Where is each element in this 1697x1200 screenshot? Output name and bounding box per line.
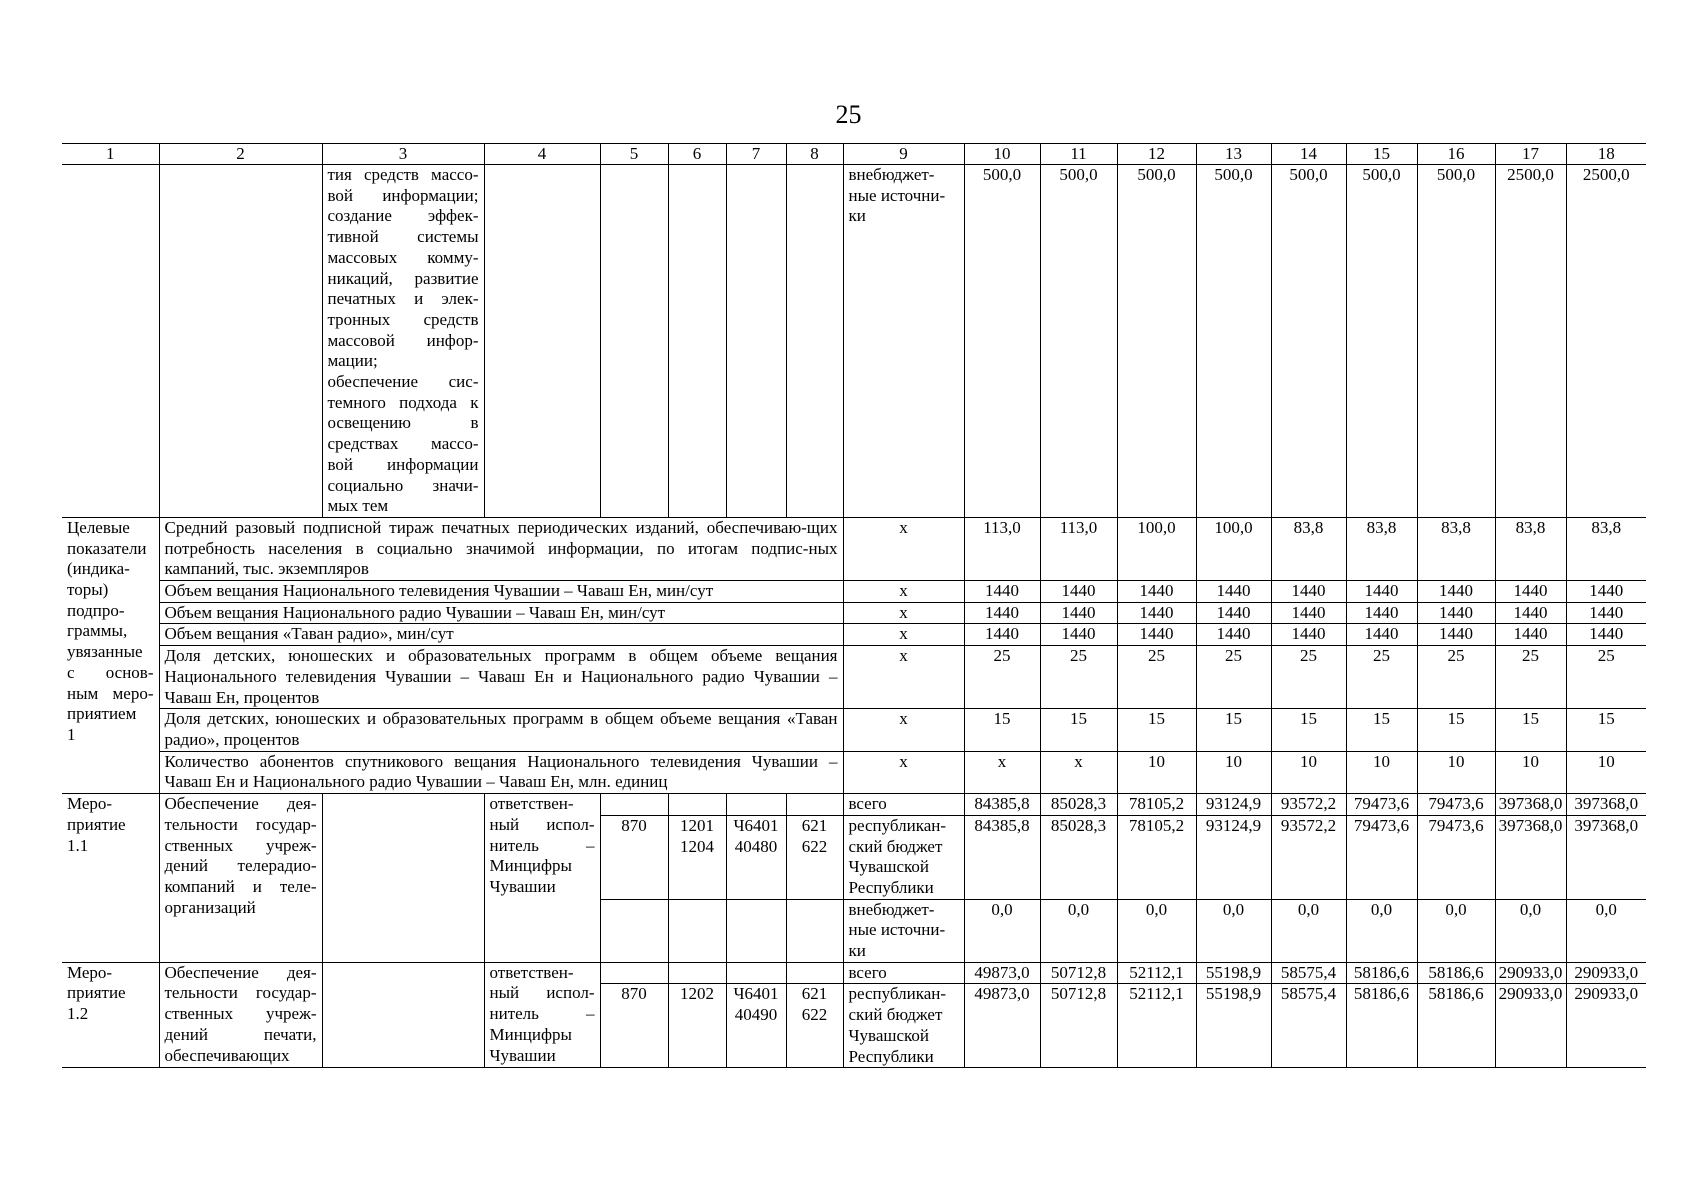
indicator-mark: х: [843, 646, 964, 709]
cell-line: Меро-: [67, 962, 113, 982]
cell-line: 1201: [680, 815, 714, 835]
m12-total-label: [843, 962, 964, 984]
value-col13: 93124,9: [1196, 794, 1271, 816]
cell-line: ный испол-: [489, 814, 595, 834]
cell-line: 40490: [734, 1005, 778, 1025]
value-col12: 500,0: [1117, 165, 1196, 518]
value-col16: 83,8: [1417, 517, 1495, 580]
cell-line: вой информации: [327, 454, 479, 474]
value-col13: 93124,9: [1196, 815, 1271, 899]
value-col17: 397368,0: [1495, 815, 1566, 899]
value-col16: 15: [1417, 709, 1495, 751]
value-col12: 10: [1117, 751, 1196, 793]
indicator-row: [62, 581, 1646, 603]
value-col15: 58186,6: [1346, 984, 1417, 1068]
cell-line: Меро-: [67, 794, 113, 814]
value-col13: 55198,9: [1196, 962, 1271, 984]
cell-line: приятие: [67, 983, 126, 1003]
m11-label: [62, 794, 159, 963]
cell-line: средствах массо-: [327, 434, 479, 454]
cell-line: Республики: [848, 877, 934, 897]
value-col14: 500,0: [1271, 165, 1346, 518]
indicator-row: [62, 602, 1646, 624]
value-col17: 1440: [1495, 624, 1566, 646]
value-col18: 397368,0: [1566, 794, 1646, 816]
value-col17: 83,8: [1495, 517, 1566, 580]
value-col18: 83,8: [1566, 517, 1646, 580]
cell-col7: [726, 962, 786, 984]
value-col14: 58575,4: [1271, 984, 1346, 1068]
value-col11: 85028,3: [1040, 794, 1117, 816]
value-col17: 10: [1495, 751, 1566, 793]
cell-line: (индика-: [67, 559, 130, 579]
cell-line: 622: [801, 836, 828, 856]
value-col15: 1440: [1346, 602, 1417, 624]
cell-col5: [600, 165, 668, 518]
value-col13: 1440: [1196, 581, 1271, 603]
cell-line: тельности государ-: [164, 814, 317, 834]
value-col18: 290933,0: [1566, 984, 1646, 1068]
value-col10: х: [964, 751, 1040, 793]
cell-col5: [600, 794, 668, 816]
cell-line: 1204: [680, 836, 714, 856]
value-col10: 84385,8: [964, 815, 1040, 899]
value-col14: 83,8: [1271, 517, 1346, 580]
cell-line: внебюджет-: [848, 165, 935, 184]
value-col12: 15: [1117, 709, 1196, 751]
cell-line: граммы,: [67, 621, 128, 641]
cell-col6: [668, 962, 726, 984]
value-col12: 1440: [1117, 624, 1196, 646]
m12-code-6: [668, 984, 726, 1068]
header-col-4: 4: [484, 144, 600, 165]
indicator-name: Объем вещания «Таван радио», мин/сут: [159, 624, 843, 646]
value-col10: 49873,0: [964, 962, 1040, 984]
value-col17: 290933,0: [1495, 962, 1566, 984]
cell-line: ные источни-: [848, 185, 946, 205]
cell-line: Чувашии: [489, 876, 556, 896]
header-col-2: 2: [159, 144, 322, 165]
m11-code-6: [668, 815, 726, 899]
header-col-15: 15: [1346, 144, 1417, 165]
indicator-mark: х: [843, 602, 964, 624]
indicators-label: [62, 517, 159, 793]
value-col15: 10: [1346, 751, 1417, 793]
value-col13: 1440: [1196, 624, 1271, 646]
header-col-10: 10: [964, 144, 1040, 165]
cell-line: темного подхода к: [327, 392, 479, 412]
cell-line: освещению в: [327, 413, 479, 433]
m11-code-8: [786, 815, 843, 899]
header-col-1: 1: [62, 144, 159, 165]
cell-line: 1.1: [67, 835, 89, 855]
value-col16: 1440: [1417, 624, 1495, 646]
cell-line: с основ-: [67, 662, 154, 682]
cell-col1: [62, 165, 159, 518]
cell-line: 40480: [734, 836, 778, 856]
value-col18: 15: [1566, 709, 1646, 751]
value-col12: 78105,2: [1117, 794, 1196, 816]
value-col16: 79473,6: [1417, 815, 1495, 899]
cell-line: компаний и теле-: [164, 876, 317, 896]
cell-line: Обеспечение дея-: [164, 794, 317, 814]
value-col12: 52112,1: [1117, 984, 1196, 1068]
m11-republic-label: [843, 815, 964, 899]
m11-extrabudget-label: [843, 899, 964, 962]
cell-line: Обеспечение дея-: [164, 962, 317, 982]
m11-code-5: 870: [600, 815, 668, 899]
cell-line: печатных и элек-: [327, 289, 479, 309]
cell-col7: [726, 165, 786, 518]
m11-name: [159, 794, 322, 963]
value-col11: 15: [1040, 709, 1117, 751]
indicator-mark: х: [843, 581, 964, 603]
value-col11: 50712,8: [1040, 984, 1117, 1068]
cell-line: Ч6401: [733, 815, 779, 835]
cell-line: 1.2: [67, 1004, 89, 1024]
cell-col4: [484, 165, 600, 518]
value-col12: 25: [1117, 646, 1196, 709]
cell-line: республикан-: [848, 984, 947, 1004]
value-col15: 1440: [1346, 624, 1417, 646]
value-col11: 113,0: [1040, 517, 1117, 580]
indicator-row: [62, 646, 1646, 709]
cell-line: дений печати,: [164, 1024, 317, 1044]
value-col11: 0,0: [1040, 899, 1117, 962]
value-col10: 1440: [964, 581, 1040, 603]
value-col16: 1440: [1417, 581, 1495, 603]
cell-line: тронных средств: [327, 309, 479, 329]
indicator-name: Количество абонентов спутникового вещания Национального телевидения Чувашии – Чаваш Ен и Национального радио Чувашии – Чаваш Ен, млн. единиц: [159, 751, 843, 793]
cell-col3: [322, 165, 484, 518]
m12-republic-label: [843, 984, 964, 1068]
cell-line: массовой инфор-: [327, 330, 479, 350]
cell-line: приятие: [67, 814, 126, 834]
value-col15: 15: [1346, 709, 1417, 751]
indicator-row: [62, 751, 1646, 793]
value-col11: 85028,3: [1040, 815, 1117, 899]
indicator-mark: х: [843, 517, 964, 580]
value-col14: 93572,2: [1271, 815, 1346, 899]
value-col18: 1440: [1566, 581, 1646, 603]
cell-line: 1: [67, 724, 76, 744]
header-col-18: 18: [1566, 144, 1646, 165]
cell-col7: [726, 794, 786, 816]
m12-code-5: 870: [600, 984, 668, 1068]
m11-total-row: [62, 794, 1646, 816]
cell-col5: [600, 962, 668, 984]
cell-col6: [668, 165, 726, 518]
value-col12: 1440: [1117, 581, 1196, 603]
value-col12: 100,0: [1117, 517, 1196, 580]
value-col17: 0,0: [1495, 899, 1566, 962]
value-col11: 50712,8: [1040, 962, 1117, 984]
cell-col6: [668, 794, 726, 816]
cell-line: ственных учреж-: [164, 835, 317, 855]
cell-line: ки: [848, 206, 866, 226]
indicator-mark: х: [843, 709, 964, 751]
m12-code-7: [726, 984, 786, 1068]
cell-line: Чувашской: [848, 1025, 930, 1045]
value-col15: 79473,6: [1346, 815, 1417, 899]
value-col11: 1440: [1040, 602, 1117, 624]
cell-line: обеспечение сис-: [327, 372, 479, 392]
m11-code-7: [726, 815, 786, 899]
cell-line: ский бюджет: [848, 1005, 943, 1025]
value-col11: 1440: [1040, 581, 1117, 603]
value-col10: 1440: [964, 624, 1040, 646]
m11-executor: [484, 794, 600, 963]
value-col18: 2500,0: [1566, 165, 1646, 518]
header-col-16: 16: [1417, 144, 1495, 165]
indicator-row: [62, 517, 1646, 580]
value-col14: 0,0: [1271, 899, 1346, 962]
value-col18: 397368,0: [1566, 815, 1646, 899]
cell-line: нитель –: [489, 1004, 595, 1024]
value-col12: 1440: [1117, 602, 1196, 624]
cell-line: Чувашии: [489, 1045, 556, 1065]
cell-line: ки: [848, 941, 866, 961]
m12-label: [62, 962, 159, 1068]
value-col14: 93572,2: [1271, 794, 1346, 816]
cell-line: тия средств массо-: [327, 165, 479, 184]
m12-code-8: [786, 984, 843, 1068]
value-col13: 0,0: [1196, 899, 1271, 962]
cell-line: Минцифры: [489, 856, 572, 876]
cell-line: торы): [67, 580, 109, 600]
header-col-12: 12: [1117, 144, 1196, 165]
value-col17: 1440: [1495, 602, 1566, 624]
cell-col8: [786, 794, 843, 816]
indicator-mark: х: [843, 624, 964, 646]
value-col11: 1440: [1040, 624, 1117, 646]
indicator-row: [62, 624, 1646, 646]
value-col11: 500,0: [1040, 165, 1117, 518]
value-col13: 10: [1196, 751, 1271, 793]
cell-line: тельности государ-: [164, 983, 317, 1003]
cell-line: 621: [801, 815, 828, 835]
value-col16: 25: [1417, 646, 1495, 709]
cell-line: увязанные: [67, 642, 143, 662]
cell-line: мых тем: [327, 496, 389, 516]
header-col-13: 13: [1196, 144, 1271, 165]
value-col16: 58186,6: [1417, 962, 1495, 984]
indicator-mark: х: [843, 751, 964, 793]
value-col13: 55198,9: [1196, 984, 1271, 1068]
value-col14: 1440: [1271, 624, 1346, 646]
indicator-name: Средний разовый подписной тираж печатных периодических изданий, обеспечиваю-щих потребность населения в социально значимой информации, по итогам подпис-ных кампаний, тыс. экземпляров: [159, 517, 843, 580]
budget-table: [62, 143, 1646, 1068]
value-col15: 1440: [1346, 581, 1417, 603]
cell-line: вой информации;: [327, 185, 479, 205]
table-row-continuation: [62, 165, 1646, 518]
value-col15: 79473,6: [1346, 794, 1417, 816]
cell-line: мации;: [327, 351, 378, 371]
cell-line: дений телерадио-: [164, 856, 317, 876]
cell-line: подпро-: [67, 600, 125, 620]
cell-line: Республики: [848, 1046, 934, 1066]
cell-line: никаций, развитие: [327, 268, 479, 288]
cell-line: всего: [848, 794, 887, 814]
value-col15: 83,8: [1346, 517, 1417, 580]
value-col16: 79473,6: [1417, 794, 1495, 816]
value-col18: 10: [1566, 751, 1646, 793]
value-col10: 25: [964, 646, 1040, 709]
value-col16: 10: [1417, 751, 1495, 793]
cell-line: внебюджет-: [848, 899, 935, 919]
value-col14: 10: [1271, 751, 1346, 793]
value-col16: 1440: [1417, 602, 1495, 624]
cell-line: массовых комму-: [327, 247, 479, 267]
value-col12: 78105,2: [1117, 815, 1196, 899]
value-col16: 500,0: [1417, 165, 1495, 518]
cell-line: республикан-: [848, 815, 947, 835]
value-col15: 500,0: [1346, 165, 1417, 518]
value-col11: 25: [1040, 646, 1117, 709]
cell-line: обеспечивающих: [164, 1045, 290, 1065]
cell-line: приятием: [67, 704, 137, 724]
value-col13: 500,0: [1196, 165, 1271, 518]
cell-line: ные источни-: [848, 920, 946, 940]
value-col11: х: [1040, 751, 1117, 793]
cell-line: 621: [801, 984, 828, 1004]
cell-line: тивной системы: [327, 227, 479, 247]
cell-col5: [600, 899, 668, 962]
cell-line: показатели: [67, 538, 147, 558]
value-col14: 1440: [1271, 602, 1346, 624]
value-col13: 15: [1196, 709, 1271, 751]
header-col-5: 5: [600, 144, 668, 165]
value-col13: 100,0: [1196, 517, 1271, 580]
indicator-name: Объем вещания Национального радио Чувашии – Чаваш Ен, мин/сут: [159, 602, 843, 624]
value-col10: 500,0: [964, 165, 1040, 518]
indicator-name: Доля детских, юношеских и образовательных программ в общем объеме вещания Национального телевидения Чувашии – Чаваш Ен и Национального радио Чувашии – Чаваш Ен, процентов: [159, 646, 843, 709]
value-col14: 58575,4: [1271, 962, 1346, 984]
page-number: 25: [835, 100, 862, 129]
value-col10: 0,0: [964, 899, 1040, 962]
value-col10: 15: [964, 709, 1040, 751]
cell-line: Ч6401: [733, 984, 779, 1004]
value-col10: 1440: [964, 602, 1040, 624]
cell-line: ный испол-: [489, 983, 595, 1003]
cell-line: социально значи-: [327, 475, 479, 495]
value-col18: 290933,0: [1566, 962, 1646, 984]
value-col12: 0,0: [1117, 899, 1196, 962]
value-col17: 2500,0: [1495, 165, 1566, 518]
cell-line: создание эффек-: [327, 206, 479, 226]
value-col18: 0,0: [1566, 899, 1646, 962]
m12-total-row: [62, 962, 1646, 984]
header-row: [62, 144, 1646, 165]
cell-line: 1202: [680, 984, 714, 1004]
cell-line: всего: [848, 962, 887, 982]
cell-line: нитель –: [489, 835, 595, 855]
m11-total-label: [843, 794, 964, 816]
value-col17: 397368,0: [1495, 794, 1566, 816]
cell-col8: [786, 899, 843, 962]
value-col18: 25: [1566, 646, 1646, 709]
value-col17: 25: [1495, 646, 1566, 709]
header-col-9: 9: [843, 144, 964, 165]
cell-line: Минцифры: [489, 1024, 572, 1044]
cell-line: ственных учреж-: [164, 1004, 317, 1024]
header-col-3: 3: [322, 144, 484, 165]
value-col14: 25: [1271, 646, 1346, 709]
value-col14: 15: [1271, 709, 1346, 751]
cell-col8: [786, 962, 843, 984]
value-col17: 15: [1495, 709, 1566, 751]
header-col-17: 17: [1495, 144, 1566, 165]
cell-col7: [726, 899, 786, 962]
header-col-7: 7: [726, 144, 786, 165]
value-col12: 52112,1: [1117, 962, 1196, 984]
value-col14: 1440: [1271, 581, 1346, 603]
cell-line: Чувашской: [848, 857, 930, 877]
cell-line: ответствен-: [489, 962, 574, 982]
value-col10: 113,0: [964, 517, 1040, 580]
cell-line: ответствен-: [489, 794, 574, 814]
cell-col8: [786, 165, 843, 518]
value-col17: 1440: [1495, 581, 1566, 603]
m12-executor: [484, 962, 600, 1068]
header-col-14: 14: [1271, 144, 1346, 165]
cell-col3: [322, 962, 484, 1068]
cell-line: ский бюджет: [848, 836, 943, 856]
value-col10: 49873,0: [964, 984, 1040, 1068]
value-col16: 0,0: [1417, 899, 1495, 962]
indicator-name: Объем вещания Национального телевидения Чувашии – Чаваш Ен, мин/сут: [159, 581, 843, 603]
value-col15: 25: [1346, 646, 1417, 709]
cell-line: Целевые: [67, 517, 130, 537]
value-col15: 0,0: [1346, 899, 1417, 962]
header-col-11: 11: [1040, 144, 1117, 165]
cell-col9: [843, 165, 964, 518]
cell-col6: [668, 899, 726, 962]
value-col10: 84385,8: [964, 794, 1040, 816]
value-col16: 58186,6: [1417, 984, 1495, 1068]
m12-name: [159, 962, 322, 1068]
cell-line: 622: [801, 1005, 828, 1025]
cell-line: ным меро-: [67, 683, 154, 703]
value-col15: 58186,6: [1346, 962, 1417, 984]
header-col-6: 6: [668, 144, 726, 165]
value-col18: 1440: [1566, 602, 1646, 624]
value-col18: 1440: [1566, 624, 1646, 646]
value-col17: 290933,0: [1495, 984, 1566, 1068]
value-col13: 25: [1196, 646, 1271, 709]
indicator-row: [62, 709, 1646, 751]
indicator-name: Доля детских, юношеских и образовательных программ в общем объеме вещания «Таван радио», процентов: [159, 709, 843, 751]
header-col-8: 8: [786, 144, 843, 165]
cell-line: организаций: [164, 897, 256, 917]
cell-col2: [159, 165, 322, 518]
value-col13: 1440: [1196, 602, 1271, 624]
cell-col3: [322, 794, 484, 963]
